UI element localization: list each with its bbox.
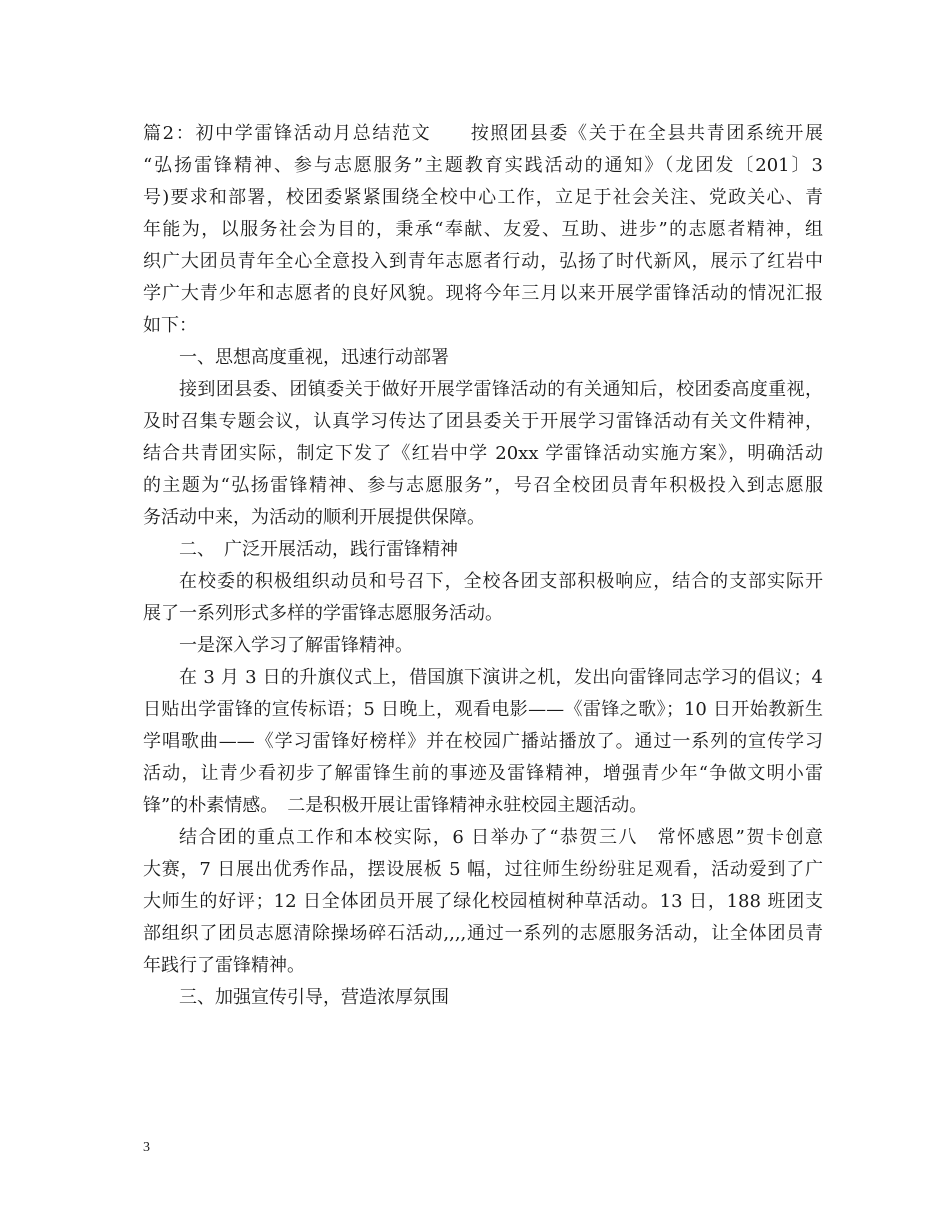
text-line: “弘扬雷锋精神、参与志愿服务”主题教育实践活动的通知》（龙团发〔201〕3 <box>143 155 823 176</box>
text-line: 号)要求和部署，校团委紧紧围绕全校中心工作，立足于社会关注、党政关心、青 <box>143 187 823 208</box>
text-line: 及时召集专题会议，认真学习传达了团县委关于开展学习雷锋活动有关文件精神， <box>143 411 823 432</box>
text-line: 年能为，以服务社会为目的，秉承“奉献、友爱、互助、进步”的志愿者精神，组 <box>143 219 823 240</box>
text-line: 年践行了雷锋精神。 <box>143 955 305 976</box>
text-line: 三、加强宣传引导，营造浓厚氛围 <box>179 987 449 1008</box>
section-heading-2 <box>143 534 823 566</box>
text-line: 大师生的好评；12 日全体团员开展了绿化校园植树种草活动。13 日，188 班团支 <box>143 891 823 912</box>
section-2-body <box>143 566 823 630</box>
text-line: 如下： <box>143 315 197 336</box>
text-line: 活动，让青少看初步了解雷锋生前的事迹及雷锋精神，增强青少年“争做文明小雷 <box>143 763 823 784</box>
text-line: 在 3 月 3 日的升旗仪式上，借国旗下演讲之机，发出向雷锋同志学习的倡议；4 <box>179 667 823 688</box>
text-line: 学广大青少年和志愿者的良好风貌。现将今年三月以来开展学雷锋活动的情况汇报 <box>143 283 823 304</box>
text-line: 结合共青团实际，制定下发了《红岩中学 20xx 学雷锋活动实施方案》，明确活动 <box>143 443 823 464</box>
text-line: 接到团县委、团镇委关于做好开展学雷锋活动的有关通知后，校团委高度重视， <box>179 379 823 400</box>
section-1-body <box>143 374 823 534</box>
document-body <box>143 118 823 1014</box>
text-line: 部组织了团员志愿清除操场碎石活动,,,,通过一系列的志愿服务活动，让全体团员青 <box>143 923 823 944</box>
text-line: 学唱歌曲——《学习雷锋好榜样》并在校园广播站播放了。通过一系列的宣传学习 <box>143 731 823 752</box>
text-line: 展了一系列形式多样的学雷锋志愿服务活动。 <box>143 603 503 624</box>
text-line: 二、 广泛开展活动，践行雷锋精神 <box>179 539 458 560</box>
text-line: 结合团的重点工作和本校实际，6 日举办了“恭贺三八 常怀感恩”贺卡创意 <box>179 827 823 848</box>
text-line: 大赛，7 日展出优秀作品，摆设展板 5 幅，过往师生纷纷驻足观看，活动爱到了广 <box>143 859 823 880</box>
text-line: 锋”的朴素情感。 二是积极开展让雷锋精神永驻校园主题活动。 <box>143 795 648 816</box>
text-line: 篇2：初中学雷锋活动月总结范文 按照团县委《关于在全县共青团系统开展 <box>143 123 823 144</box>
subsection-1-body <box>143 662 823 822</box>
intro-paragraph <box>143 118 823 342</box>
section-heading-1 <box>143 342 823 374</box>
text-line: 的主题为“弘扬雷锋精神、参与志愿服务”，号召全校团员青年积极投入到志愿服 <box>143 475 823 496</box>
section-heading-3 <box>143 982 823 1014</box>
text-line: 一是深入学习了解雷锋精神。 <box>179 635 413 656</box>
text-line: 织广大团员青年全心全意投入到青年志愿者行动，弘扬了时代新风，展示了红岩中 <box>143 251 823 272</box>
page-number: 3 <box>143 1140 150 1155</box>
text-line: 务活动中来，为活动的顺利开展提供保障。 <box>143 507 485 528</box>
subsection-1-heading <box>143 630 823 662</box>
text-line: 在校委的积极组织动员和号召下，全校各团支部积极响应，结合的支部实际开 <box>179 571 823 592</box>
text-line: 一、思想高度重视，迅速行动部署 <box>179 347 449 368</box>
subsection-2-body <box>143 822 823 982</box>
text-line: 日贴出学雷锋的宣传标语；5 日晚上，观看电影——《雷锋之歌》；10 日开始教新生 <box>143 699 823 720</box>
